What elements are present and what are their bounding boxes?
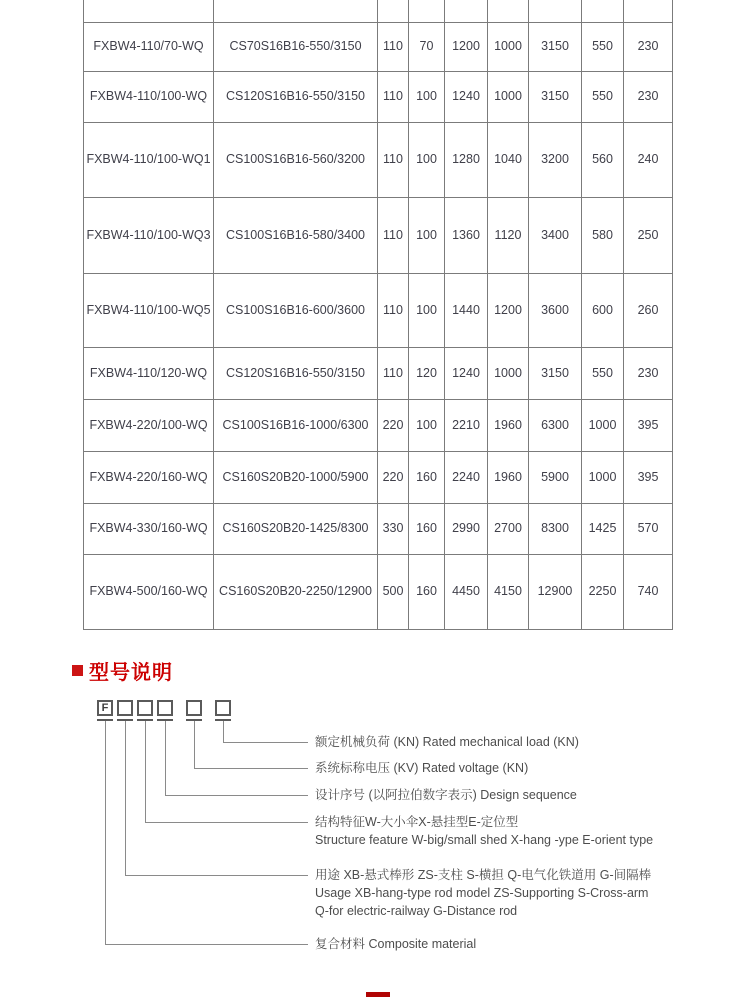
table-row [84, 554, 673, 629]
box-underline [215, 719, 231, 721]
table-cell: 6300 [529, 399, 582, 451]
table-row [84, 122, 673, 197]
table-cell: CS100S16B16-560/3200 [214, 122, 378, 197]
red-square-bullet-icon [72, 665, 83, 676]
table-cell: CS100S16B16-1000/6300 [214, 399, 378, 451]
table-cell: 1280 [445, 122, 488, 197]
table-cell: FXBW4-220/160-WQ [84, 451, 214, 503]
diagram-label [315, 786, 577, 804]
diagram-label-line: 额定机械负荷 (KN) Rated mechanical load (KN) [315, 735, 579, 749]
table-cell: 160 [409, 503, 445, 554]
model-code-box [215, 700, 231, 716]
diagram-label-line: 设计序号 (以阿拉伯数字表示) Design sequence [315, 788, 577, 802]
table-cell: 100 [409, 71, 445, 122]
table-cell: 100 [409, 197, 445, 273]
table-cell: 110 [378, 22, 409, 71]
section-title: 型号说明 [89, 662, 173, 684]
box-underline [157, 719, 173, 721]
table-cell: FXBW4-110/120-WQ [84, 347, 214, 399]
table-cell: 1200 [445, 22, 488, 71]
table-cell: 250 [624, 197, 673, 273]
table-cell: 550 [582, 71, 624, 122]
table-cell: FXBW4-110/100-WQ5 [84, 273, 214, 347]
table-cell: 230 [624, 71, 673, 122]
diagram-label-line: 系统标称电压 (KV) Rated voltage (KN) [315, 761, 529, 775]
diagram-label-line: 复合材料 Composite material [315, 937, 477, 951]
model-code-box [157, 700, 173, 716]
table-cell: 570 [624, 503, 673, 554]
table-cell: 1240 [445, 71, 488, 122]
table-cell: FXBW4-110/70-WQ [84, 22, 214, 71]
diagram-label-line: Usage XB-hang-type rod model ZS-Supporting S-Cross-arm [315, 886, 649, 900]
table-row [84, 503, 673, 554]
table-cell: 395 [624, 399, 673, 451]
connector-line [105, 721, 308, 945]
model-code-box [137, 700, 153, 716]
connector-line [223, 721, 308, 743]
diagram-label-line: 结构特征W-大小伞X-悬挂型E-定位型 [315, 815, 519, 829]
table-cell: FXBW4-110/100-WQ1 [84, 122, 214, 197]
table-cell: CS160S20B20-1000/5900 [214, 451, 378, 503]
table-row [84, 451, 673, 503]
table-cell: 1425 [582, 503, 624, 554]
model-code-box [117, 700, 133, 716]
table-cell: 1440 [445, 273, 488, 347]
table-cell [409, 0, 445, 22]
table-cell: 240 [624, 122, 673, 197]
table-cell: 100 [409, 399, 445, 451]
table-cell: 740 [624, 554, 673, 629]
table-cell: 110 [378, 197, 409, 273]
table-cell: 100 [409, 122, 445, 197]
box-underline [137, 719, 153, 721]
table-cell: CS120S16B16-550/3150 [214, 347, 378, 399]
table-row [84, 273, 673, 347]
table-cell: FXBW4-110/100-WQ3 [84, 197, 214, 273]
table-cell: 4150 [488, 554, 529, 629]
table-cell: 1000 [488, 22, 529, 71]
connector-line [165, 721, 308, 796]
table-cell: 560 [582, 122, 624, 197]
box-underline [97, 719, 113, 721]
bottom-red-bar [366, 992, 390, 997]
table-cell: 580 [582, 197, 624, 273]
table-cell: CS160S20B20-1425/8300 [214, 503, 378, 554]
table-cell: 110 [378, 347, 409, 399]
table-row [84, 347, 673, 399]
table-cell: 1000 [582, 399, 624, 451]
table-cell: 3400 [529, 197, 582, 273]
table-row [84, 22, 673, 71]
table-cell [624, 0, 673, 22]
table-cell: 110 [378, 71, 409, 122]
table-cell: 1000 [488, 347, 529, 399]
table-cell: 70 [409, 22, 445, 71]
table-cell: 1360 [445, 197, 488, 273]
table-cell: 2250 [582, 554, 624, 629]
connector-line [194, 721, 308, 769]
table-cell: 3600 [529, 273, 582, 347]
table-row [84, 399, 673, 451]
table-cell: 550 [582, 22, 624, 71]
table-cell: 1960 [488, 399, 529, 451]
table-cell [488, 0, 529, 22]
table-cell: 3150 [529, 347, 582, 399]
diagram-label [315, 935, 476, 953]
table-cell: FXBW4-220/100-WQ [84, 399, 214, 451]
diagram-label [315, 813, 653, 849]
table-cell: 2990 [445, 503, 488, 554]
diagram-label-line: 用途 XB-悬式棒形 ZS-支柱 S-横担 Q-电气化铁道用 G-间隔棒 [315, 868, 652, 882]
connector-line [145, 721, 308, 823]
diagram-label [315, 866, 651, 920]
table-cell: CS120S16B16-550/3150 [214, 71, 378, 122]
table-cell: 160 [409, 451, 445, 503]
table-cell: 500 [378, 554, 409, 629]
model-code-box: F [97, 700, 113, 716]
table-cell: 5900 [529, 451, 582, 503]
table-cell: CS100S16B16-600/3600 [214, 273, 378, 347]
table-cell [582, 0, 624, 22]
table-cell: 220 [378, 399, 409, 451]
table-cell: 1240 [445, 347, 488, 399]
table-cell: 110 [378, 273, 409, 347]
table-cell: 395 [624, 451, 673, 503]
table-cell: 4450 [445, 554, 488, 629]
diagram-label [315, 759, 528, 777]
table-cell: 2210 [445, 399, 488, 451]
connector-line [125, 721, 308, 876]
table-cell: 1120 [488, 197, 529, 273]
table-cell: 550 [582, 347, 624, 399]
diagram-label-line: Q-for electric-railway G-Distance rod [315, 904, 518, 918]
diagram-label [315, 733, 579, 751]
spec-table-body [84, 0, 673, 629]
table-cell: FXBW4-330/160-WQ [84, 503, 214, 554]
table-cell [529, 0, 582, 22]
table-cell: 8300 [529, 503, 582, 554]
table-cell [214, 0, 378, 22]
section-heading [72, 656, 173, 685]
table-cell: 3150 [529, 22, 582, 71]
table-cell: 100 [409, 273, 445, 347]
table-cell: 110 [378, 122, 409, 197]
table-cell [378, 0, 409, 22]
table-cell: 3200 [529, 122, 582, 197]
box-underline [117, 719, 133, 721]
table-row [84, 197, 673, 273]
table-cell: 260 [624, 273, 673, 347]
table-cell: 1200 [488, 273, 529, 347]
table-cell [445, 0, 488, 22]
table-cell: 1040 [488, 122, 529, 197]
diagram-label-line: Structure feature W-big/small shed X-hang -ype E-orient type [315, 833, 654, 847]
table-cell: 230 [624, 347, 673, 399]
table-cell: 3150 [529, 71, 582, 122]
table-row [84, 71, 673, 122]
table-cell: 2240 [445, 451, 488, 503]
table-cell: 1000 [488, 71, 529, 122]
table-cell: 600 [582, 273, 624, 347]
table-cell [84, 0, 214, 22]
box-underline [186, 719, 202, 721]
table-cell: 230 [624, 22, 673, 71]
table-cell: 1960 [488, 451, 529, 503]
table-cell: 120 [409, 347, 445, 399]
table-cell: 12900 [529, 554, 582, 629]
table-cell: FXBW4-500/160-WQ [84, 554, 214, 629]
table-cell: CS70S16B16-550/3150 [214, 22, 378, 71]
table-cell: 2700 [488, 503, 529, 554]
model-code-box [186, 700, 202, 716]
spec-table [83, 0, 673, 630]
table-cell: CS160S20B20-2250/12900 [214, 554, 378, 629]
table-cell: 1000 [582, 451, 624, 503]
table-cell: CS100S16B16-580/3400 [214, 197, 378, 273]
table-cell: 330 [378, 503, 409, 554]
table-cell: FXBW4-110/100-WQ [84, 71, 214, 122]
table-row-partial [84, 0, 673, 22]
table-cell: 160 [409, 554, 445, 629]
table-cell: 220 [378, 451, 409, 503]
